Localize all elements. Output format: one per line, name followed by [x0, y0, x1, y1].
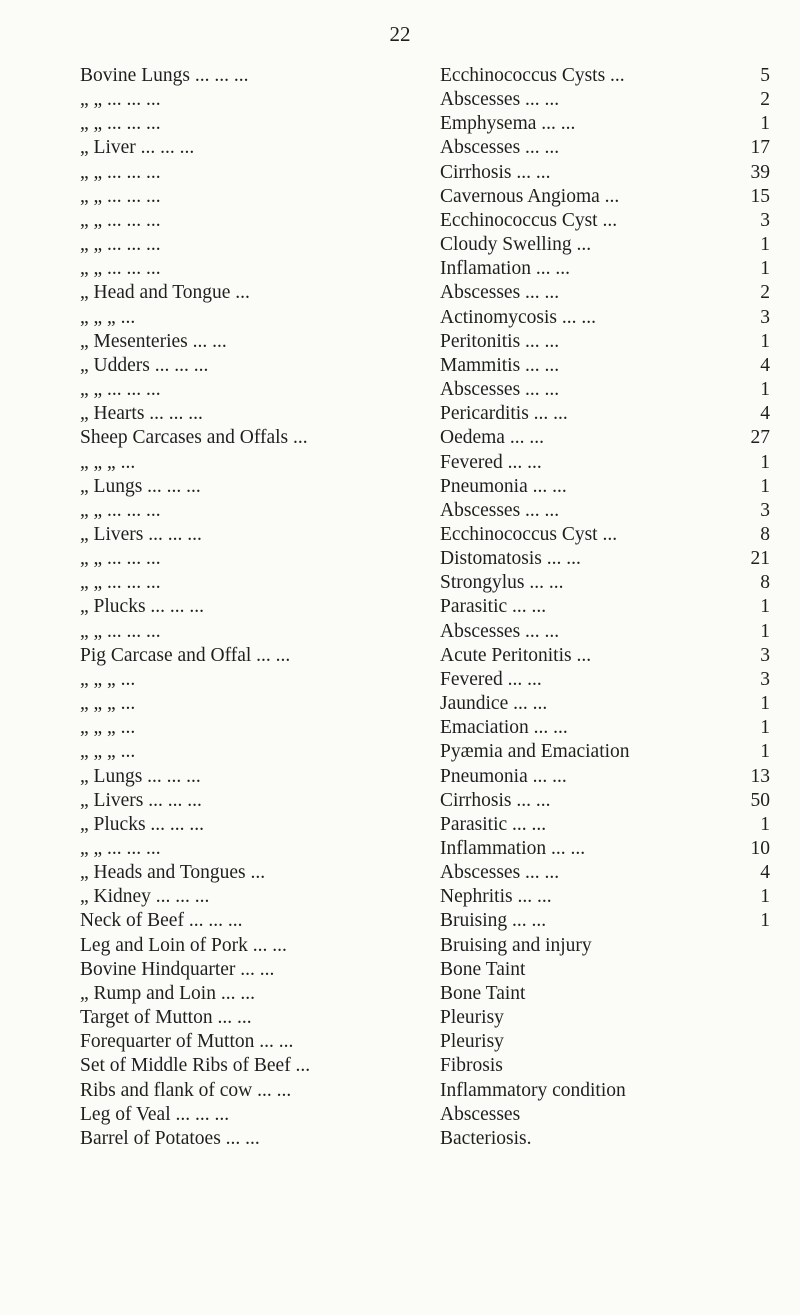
item-cell: „ „ „ ...	[80, 668, 136, 690]
count-cell: 39	[750, 161, 770, 183]
item-cell: Bovine Lungs ... ... ...	[80, 65, 249, 86]
table-row	[80, 88, 770, 112]
table-row	[80, 789, 770, 813]
count-cell: 50	[750, 789, 770, 811]
condition-cell: Inflammation ... ...	[440, 838, 586, 859]
count-cell: 1	[760, 693, 770, 715]
count-cell: 1	[760, 910, 770, 932]
table-row	[80, 909, 770, 933]
condition-cell: Mammitis ... ...	[440, 354, 560, 376]
condition-cell: Ecchinococcus Cysts ...	[440, 65, 625, 86]
item-cell: „ Rump and Loin ... ...	[80, 982, 255, 1004]
count-cell: 8	[760, 523, 770, 545]
table-row	[80, 571, 770, 595]
count-cell: 1	[760, 717, 770, 739]
condition-cell: Cavernous Angioma ...	[440, 185, 620, 207]
condition-cell: Cirrhosis ... ...	[440, 161, 551, 183]
count-cell: 3	[760, 209, 770, 231]
condition-cell: Bruising and injury	[440, 934, 592, 956]
item-cell: Bovine Hindquarter ... ...	[80, 958, 275, 980]
table-row	[80, 982, 770, 1006]
condition-cell: Pneumonia ... ...	[440, 765, 567, 787]
table-row	[80, 716, 770, 740]
item-cell: Set of Middle Ribs of Beef ...	[80, 1055, 311, 1077]
condition-cell: Abscesses ... ...	[440, 499, 560, 521]
table-row	[80, 765, 770, 789]
item-cell: Forequarter of Mutton ... ...	[80, 1031, 294, 1053]
condition-cell: Cloudy Swelling ...	[440, 234, 592, 256]
table-row	[80, 740, 770, 764]
table-row	[80, 523, 770, 547]
table-row	[80, 233, 770, 257]
table-row	[80, 837, 770, 861]
count-cell: 5	[760, 65, 770, 86]
item-cell: Barrel of Potatoes ... ...	[80, 1127, 260, 1149]
table-row	[80, 958, 770, 982]
item-cell: Leg of Veal ... ... ...	[80, 1103, 230, 1125]
count-cell: 1	[760, 330, 770, 352]
count-cell: 13	[750, 765, 770, 787]
table-row	[80, 354, 770, 378]
count-cell: 27	[750, 427, 770, 449]
count-cell: 1	[760, 620, 770, 642]
item-cell: „ Udders ... ... ...	[80, 354, 209, 376]
item-cell: „ „ ... ... ...	[80, 89, 161, 111]
count-cell: 4	[760, 403, 770, 425]
item-cell: Target of Mutton ... ...	[80, 1007, 252, 1029]
count-cell: 2	[760, 89, 770, 111]
table-row	[80, 136, 770, 160]
condition-cell: Pyæmia and Emaciation	[440, 741, 630, 763]
count-cell: 4	[760, 354, 770, 376]
item-cell: „ „ ... ... ...	[80, 258, 161, 280]
table-row	[80, 885, 770, 909]
item-cell: „ Lungs ... ... ...	[80, 765, 201, 787]
condition-cell: Bruising ... ...	[440, 910, 547, 932]
item-cell: „ Lungs ... ... ...	[80, 475, 201, 497]
item-cell: „ „ ... ... ...	[80, 209, 161, 231]
count-cell: 1	[760, 258, 770, 280]
item-cell: Ribs and flank of cow ... ...	[80, 1079, 292, 1101]
count-cell: 15	[750, 185, 770, 207]
table-row	[80, 861, 770, 885]
table-row	[80, 185, 770, 209]
condition-cell: Abscesses ... ...	[440, 862, 560, 884]
item-cell: „ „ ... ... ...	[80, 548, 161, 570]
table-row	[80, 378, 770, 402]
table-row	[80, 426, 770, 450]
item-cell: Neck of Beef ... ... ...	[80, 910, 243, 932]
item-cell: „ „ ... ... ...	[80, 234, 161, 256]
item-cell: „ „ „ ...	[80, 306, 136, 328]
condition-cell: Nephritis ... ...	[440, 886, 552, 908]
condition-cell: Abscesses ... ...	[440, 137, 560, 159]
count-cell: 1	[760, 741, 770, 763]
table-row	[80, 1006, 770, 1030]
item-cell: „ Heads and Tongues ...	[80, 862, 266, 884]
table-row	[80, 620, 770, 644]
condition-cell: Inflammatory condition	[440, 1079, 626, 1101]
count-cell: 3	[760, 306, 770, 328]
table-row	[80, 161, 770, 185]
table-row	[80, 934, 770, 958]
condition-cell: Ecchinococcus Cyst ...	[440, 209, 618, 231]
table-row	[80, 209, 770, 233]
item-cell: „ „ ... ... ...	[80, 113, 161, 135]
item-cell: „ „ ... ... ...	[80, 379, 161, 401]
item-cell: „ Plucks ... ... ...	[80, 596, 205, 618]
condition-cell: Acute Peritonitis ...	[440, 644, 592, 666]
table-row	[80, 813, 770, 837]
condition-cell: Pleurisy	[440, 1031, 504, 1053]
condition-cell: Strongylus ... ...	[440, 572, 564, 594]
table-row	[80, 1054, 770, 1078]
table-row	[80, 1030, 770, 1054]
count-cell: 3	[760, 644, 770, 666]
table-row	[80, 402, 770, 426]
count-cell: 1	[760, 475, 770, 497]
table-row	[80, 306, 770, 330]
item-cell: „ Plucks ... ... ...	[80, 813, 205, 835]
condition-cell: Pleurisy	[440, 1007, 504, 1029]
condition-cell: Abscesses ... ...	[440, 379, 560, 401]
item-cell: „ Liver ... ... ...	[80, 137, 195, 159]
count-cell: 3	[760, 499, 770, 521]
page-number: 22	[389, 22, 411, 46]
count-cell: 3	[760, 668, 770, 690]
table-row	[80, 112, 770, 136]
condition-cell: Emphysema ... ...	[440, 113, 576, 135]
count-cell: 2	[760, 282, 770, 304]
condition-cell: Fevered ... ...	[440, 668, 542, 690]
item-cell: „ Hearts ... ... ...	[80, 403, 203, 425]
table-row	[80, 257, 770, 281]
table-row	[80, 1079, 770, 1103]
item-cell: „ „ ... ... ...	[80, 161, 161, 183]
condition-cell: Abscesses ... ...	[440, 620, 560, 642]
condition-cell: Parasitic ... ...	[440, 813, 547, 835]
item-cell: „ „ ... ... ...	[80, 185, 161, 207]
condition-cell: Bacteriosis.	[440, 1127, 532, 1149]
condition-cell: Parasitic ... ...	[440, 596, 547, 618]
item-cell: Sheep Carcases and Offals ...	[80, 427, 308, 449]
count-cell: 10	[750, 838, 770, 859]
count-cell: 4	[760, 862, 770, 884]
condition-cell: Cirrhosis ... ...	[440, 789, 551, 811]
table-row	[80, 668, 770, 692]
table-row	[80, 1127, 770, 1151]
count-cell: 1	[760, 451, 770, 473]
count-cell: 1	[760, 379, 770, 401]
table-row	[80, 451, 770, 475]
condition-cell: Emaciation ... ...	[440, 717, 568, 739]
table-row	[80, 330, 770, 354]
count-cell: 1	[760, 234, 770, 256]
table-row	[80, 499, 770, 523]
condition-cell: Pericarditis ... ...	[440, 403, 568, 425]
item-cell: „ Livers ... ... ...	[80, 523, 202, 545]
table-row	[80, 595, 770, 619]
condition-cell: Fibrosis	[440, 1055, 503, 1077]
table-row	[80, 644, 770, 668]
count-cell: 8	[760, 572, 770, 594]
item-cell: „ „ ... ... ...	[80, 620, 161, 642]
condition-cell: Pneumonia ... ...	[440, 475, 567, 497]
item-cell: „ „ „ ...	[80, 693, 136, 715]
count-cell: 1	[760, 596, 770, 618]
item-cell: Leg and Loin of Pork ... ...	[80, 934, 287, 956]
item-cell: Pig Carcase and Offal ... ...	[80, 644, 291, 666]
table-row	[80, 547, 770, 571]
item-cell: „ Mesenteries ... ...	[80, 330, 227, 352]
count-cell: 21	[750, 548, 770, 570]
item-cell: „ Head and Tongue ...	[80, 282, 250, 304]
count-cell: 1	[760, 813, 770, 835]
item-cell: „ Livers ... ... ...	[80, 789, 202, 811]
count-cell: 1	[760, 886, 770, 908]
condition-cell: Abscesses	[440, 1103, 521, 1125]
item-cell: „ „ „ ...	[80, 717, 136, 739]
count-cell: 1	[760, 113, 770, 135]
table-row	[80, 64, 770, 88]
item-cell: „ „ „ ...	[80, 451, 136, 473]
condition-cell: Bone Taint	[440, 958, 526, 980]
item-cell: „ „ ... ... ...	[80, 838, 161, 859]
item-cell: „ Kidney ... ... ...	[80, 886, 210, 908]
condition-cell: Distomatosis ... ...	[440, 548, 581, 570]
condition-cell: Inflamation ... ...	[440, 258, 570, 280]
table-row	[80, 1103, 770, 1127]
condition-cell: Peritonitis ... ...	[440, 330, 560, 352]
count-cell: 17	[750, 137, 770, 159]
condition-cell: Abscesses ... ...	[440, 282, 560, 304]
condition-cell: Fevered ... ...	[440, 451, 542, 473]
table-row	[80, 475, 770, 499]
condition-cell: Bone Taint	[440, 982, 526, 1004]
condition-cell: Oedema ... ...	[440, 427, 544, 449]
item-cell: „ „ ... ... ...	[80, 572, 161, 594]
item-cell: „ „ „ ...	[80, 741, 136, 763]
condemnation-table	[80, 64, 770, 1151]
condition-cell: Abscesses ... ...	[440, 89, 560, 111]
item-cell: „ „ ... ... ...	[80, 499, 161, 521]
condition-cell: Jaundice ... ...	[440, 693, 548, 715]
table-row	[80, 281, 770, 305]
table-row	[80, 692, 770, 716]
condition-cell: Actinomycosis ... ...	[440, 306, 596, 328]
condition-cell: Ecchinococcus Cyst ...	[440, 523, 618, 545]
